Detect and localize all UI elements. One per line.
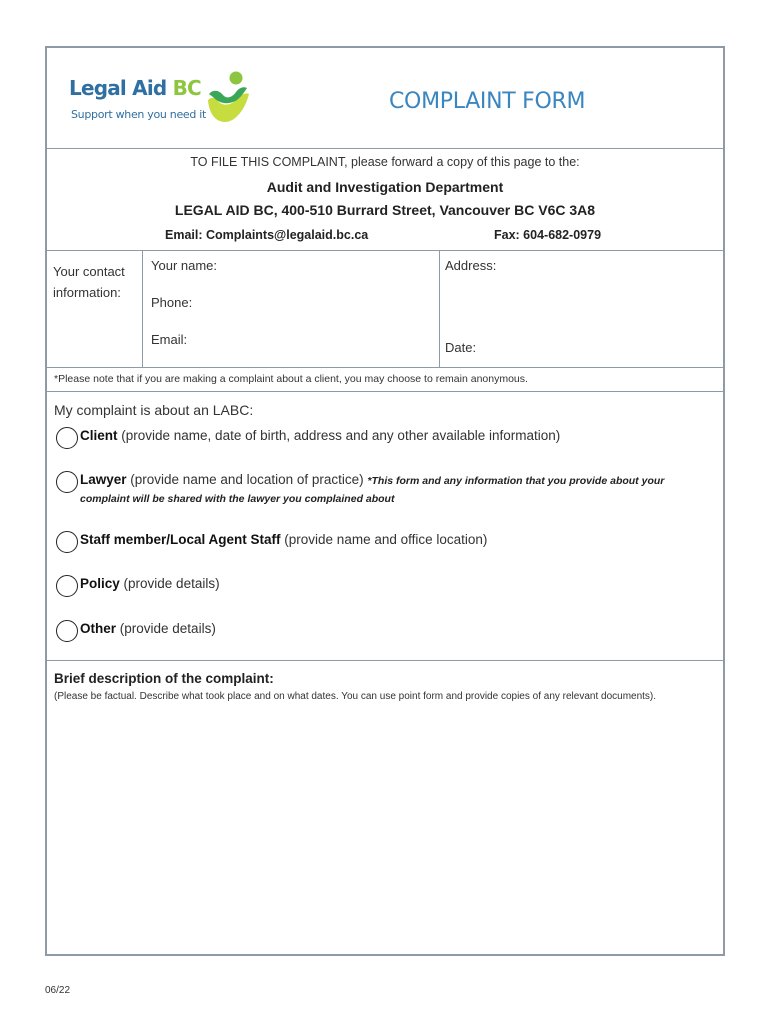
option-lawyer-label: Lawyer (provide name and location of practice) *This form and any information that you provide about your xyxy=(80,472,665,487)
radio-button-icon[interactable] xyxy=(56,427,78,449)
date-field[interactable]: Date: xyxy=(445,340,477,355)
option-staff-label: Staff member/Local Agent Staff (provide name and office location) xyxy=(80,532,488,547)
department-name: Audit and Investigation Department xyxy=(266,179,504,195)
contact-information-section xyxy=(47,251,723,368)
radio-button-icon[interactable] xyxy=(56,575,78,597)
lawyer-sharing-note: *This form and any information that you provide about your xyxy=(367,475,665,487)
name-field[interactable]: Your name: xyxy=(151,258,218,273)
complaint-subject-section xyxy=(47,392,723,661)
complaint-subject-question: My complaint is about an LABC: xyxy=(54,402,254,418)
anonymity-note-text: *Please note that if you are making a complaint about a client, you may choose to remain anonymous. xyxy=(54,373,528,385)
logo-wordmark xyxy=(69,76,201,100)
radio-button-icon[interactable] xyxy=(56,620,78,642)
form-version: 06/22 xyxy=(45,985,71,996)
logo-bc: BC xyxy=(172,76,201,100)
fax-number: Fax: 604-682-0979 xyxy=(494,228,602,242)
description-instructions: (Please be factual. Describe what took place and on what dates. You can use point form and provide copies of any relevant documents). xyxy=(54,691,657,702)
option-other-label: Other (provide details) xyxy=(80,621,216,636)
legal-aid-bc-logo xyxy=(69,70,255,130)
column-divider xyxy=(439,251,440,367)
mailing-address: LEGAL AID BC, 400-510 Burrard Street, Vancouver BC V6C 3A8 xyxy=(174,202,596,218)
radio-button-icon[interactable] xyxy=(56,531,78,553)
complaint-form xyxy=(45,46,725,956)
complaint-email[interactable]: Email: Complaints@legalaid.bc.ca xyxy=(165,228,369,242)
column-divider xyxy=(142,251,143,367)
filing-instruction: TO FILE THIS COMPLAINT, please forward a copy of this page to the: xyxy=(190,155,580,169)
lawyer-sharing-note-cont: complaint will be shared with the lawyer you complained about xyxy=(80,493,395,505)
form-header xyxy=(47,48,723,149)
radio-button-icon[interactable] xyxy=(56,471,78,493)
legal-aid-figure-icon xyxy=(205,70,251,128)
logo-tagline: Support when you need it xyxy=(71,108,207,121)
email-field[interactable]: Email: xyxy=(151,332,188,347)
phone-field[interactable]: Phone: xyxy=(151,295,193,310)
address-field[interactable]: Address: xyxy=(445,258,497,273)
logo-name: Legal Aid xyxy=(69,76,167,100)
anonymity-note xyxy=(47,368,723,392)
contact-information-label: Your contact information: xyxy=(53,264,125,300)
description-heading: Brief description of the complaint: xyxy=(54,671,274,686)
option-client-label: Client (provide name, date of birth, address and any other available information) xyxy=(80,428,561,443)
page-title: COMPLAINT FORM xyxy=(389,89,586,114)
complaint-description-section[interactable] xyxy=(47,661,723,954)
option-policy-label: Policy (provide details) xyxy=(80,576,220,591)
filing-instructions xyxy=(47,149,723,251)
